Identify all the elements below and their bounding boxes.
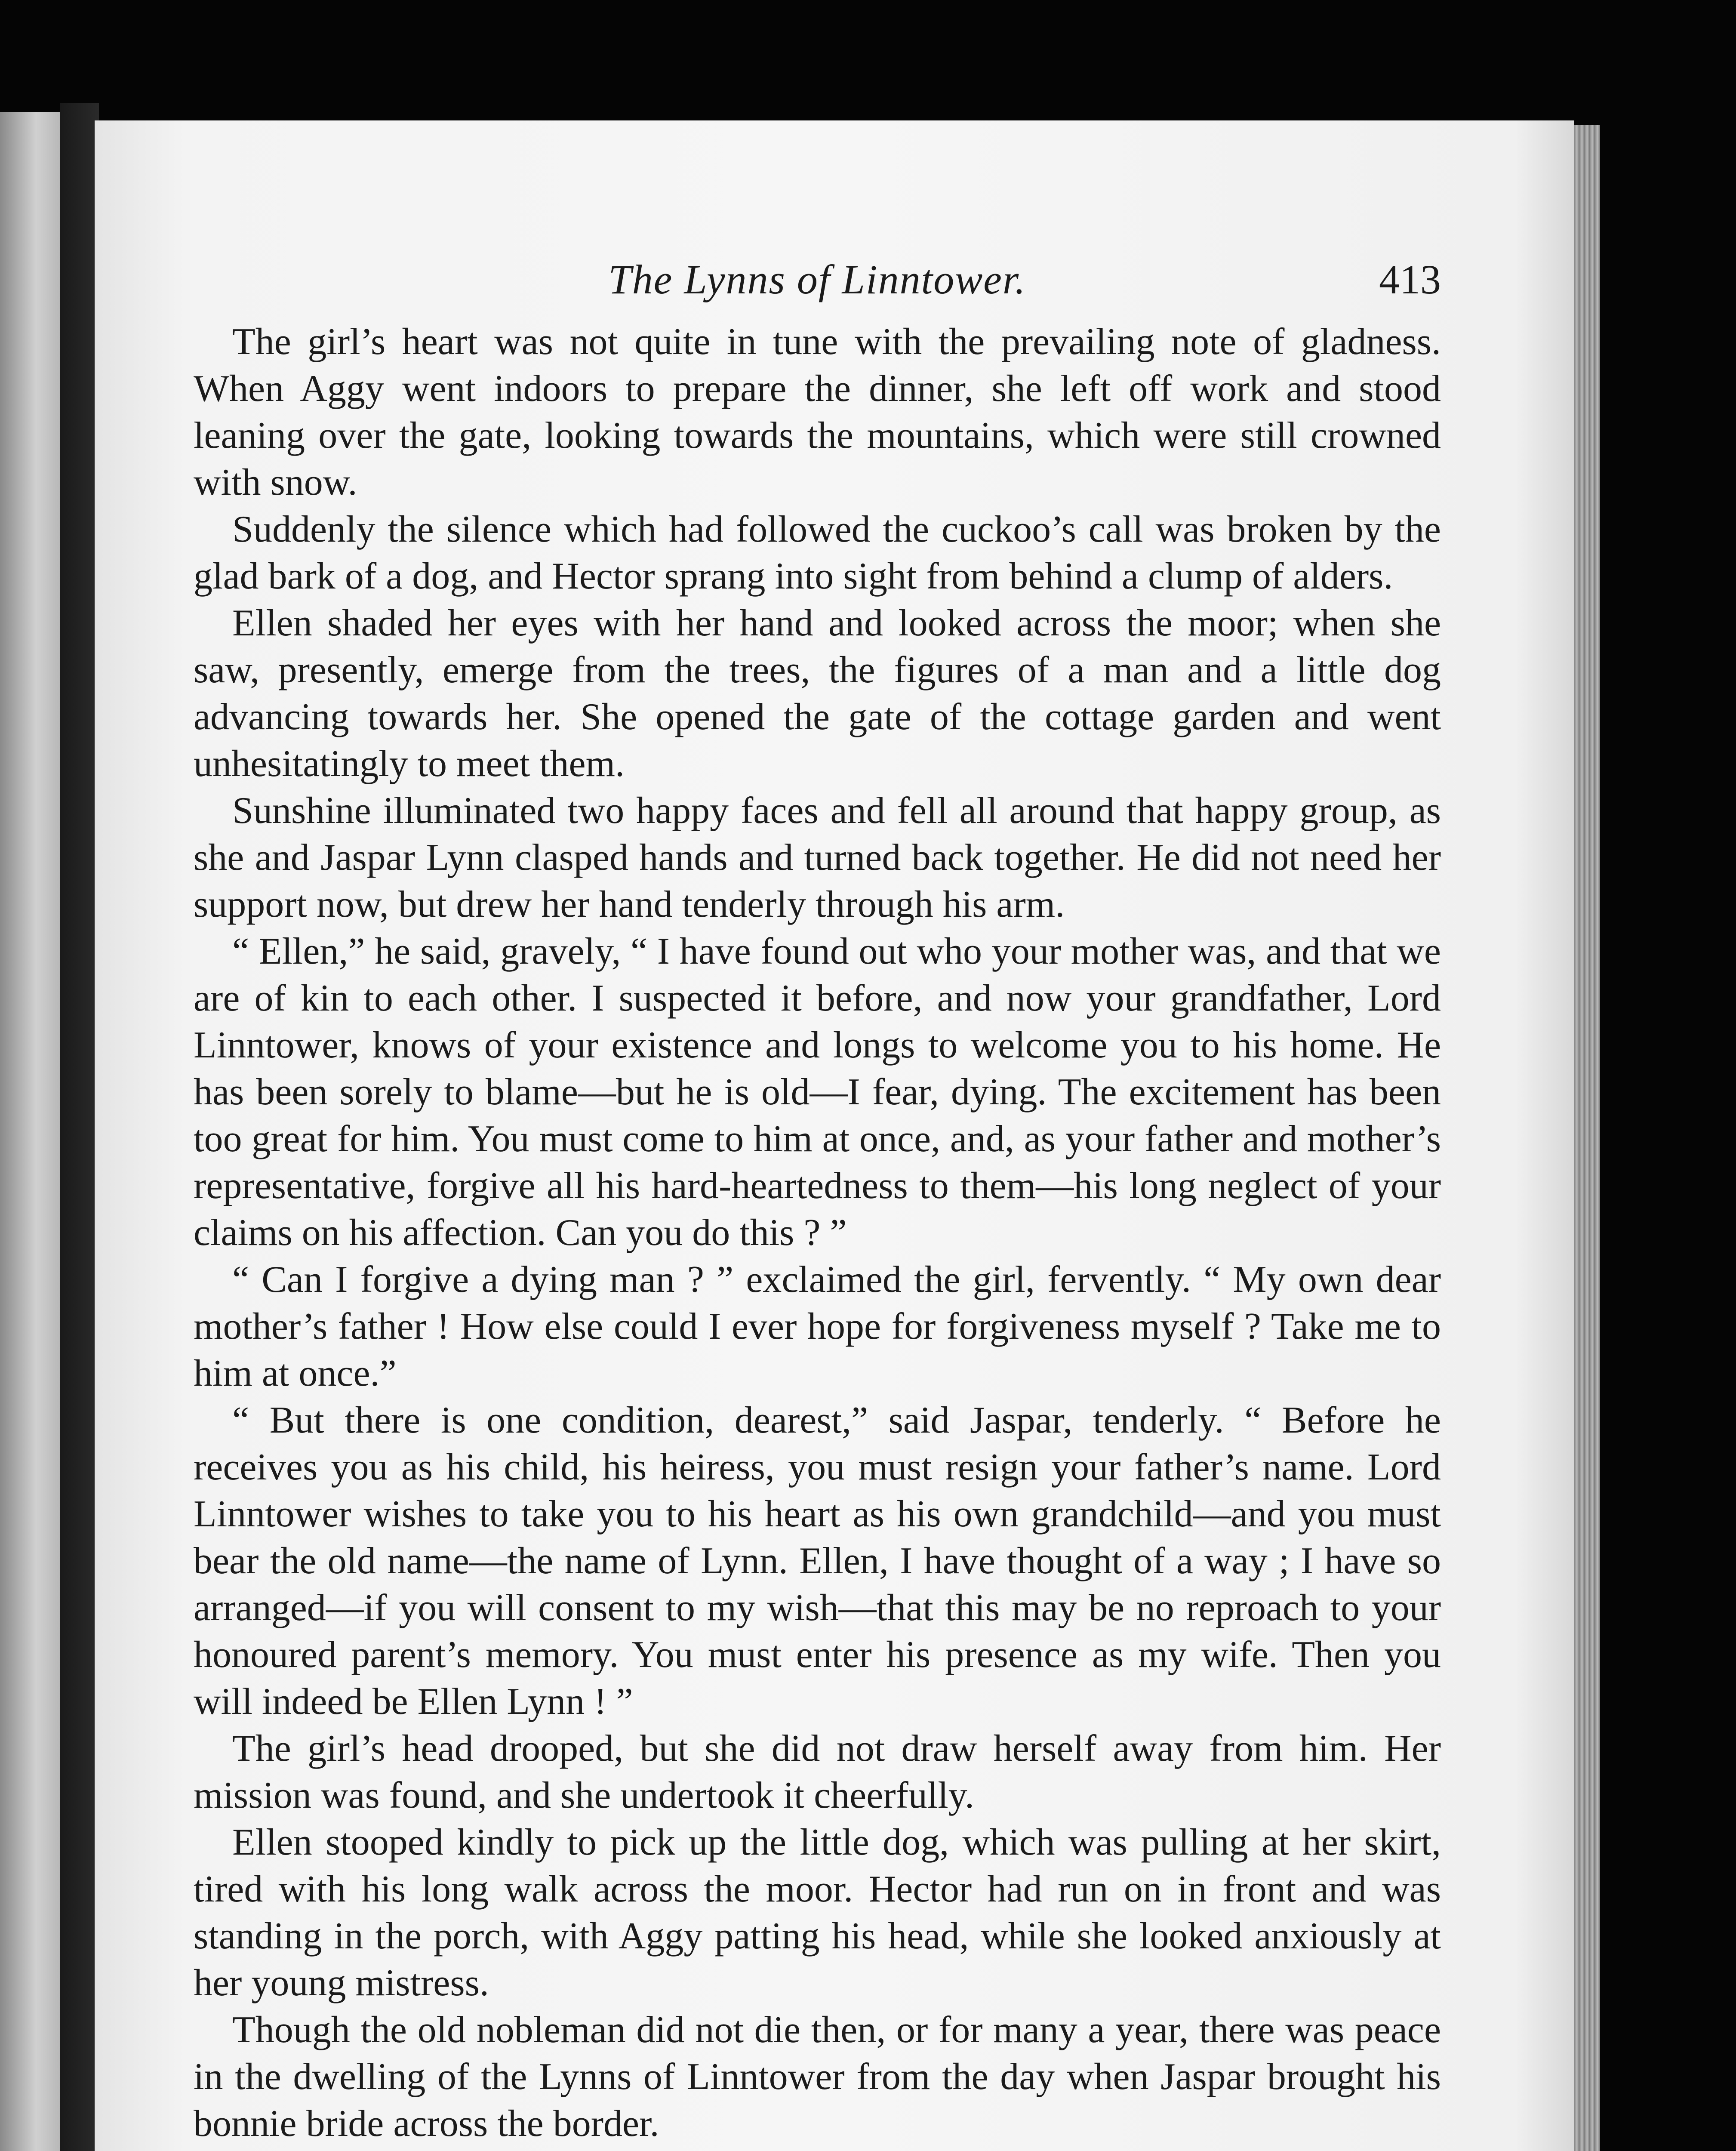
paragraph: Suddenly the silence which had followed the cuckoo’s call was broken by the glad bark of a dog, and Hector sprang into sight from behind a clump of alders. bbox=[194, 508, 1441, 597]
book-binding bbox=[60, 103, 99, 2151]
book-page bbox=[95, 120, 1574, 2151]
paragraph: Though the old nobleman did not die then, or for many a year, there was peace in the dwelling of the Lynns of Linntower from the day when Jaspar brought his bonnie bride across the border. bbox=[194, 2009, 1441, 2145]
paragraph: The girl’s head drooped, but she did not draw herself away from him. Her mission was found, and she undertook it cheerfully. bbox=[194, 1728, 1441, 1816]
running-title: The Lynns of Linntower. bbox=[608, 256, 1026, 302]
text-block bbox=[194, 241, 1441, 2147]
page-edges-right bbox=[1574, 125, 1600, 2151]
paragraph: “ But there is one condition, dearest,” said Jaspar, tenderly. “ Before he receives you as his child, his heiress, you must resign your father’s name. Lord Linntower wishes to take you to his heart as his own grandchild—and you must bear the old name—the name of Lynn. Ellen, I have thought of a way ; I have so arranged—if you will consent to my wish—that this may be no reproach to your honoured parent’s memory. You must enter his presence as my wife. Then you will indeed be Ellen Lynn ! ” bbox=[194, 1399, 1441, 1723]
paragraph: Ellen shaded her eyes with her hand and looked across the moor; when she saw, presently, emerge from the trees, the figures of a man and a little dog advancing towards her. She opened the gate of the cottage garden and went unhesitatingly to meet them. bbox=[194, 602, 1441, 785]
paragraph: The girl’s heart was not quite in tune with the prevailing note of gladness. When Aggy went indoors to prepare the dinner, she left off work and stood leaning over the gate, looking towards the mountains, which were still crowned with snow. bbox=[194, 321, 1441, 503]
paragraph: Ellen stooped kindly to pick up the little dog, which was pulling at her skirt, tired with his long walk across the moor. Hector had run on in front and was standing in the porch, with Aggy patting his head, while she looked anxiously at her young mistress. bbox=[194, 1821, 1441, 2004]
paragraph: “ Ellen,” he said, gravely, “ I have found out who your mother was, and that we are of kin to each other. I suspected it before, and now your grandfather, Lord Linntower, knows of your existence and longs to welcome you to his home. He has been sorely to blame—but he is old—I fear, dying. The excitement has been too great for him. You must come to him at once, and, as your father and mother’s representative, forgive all his hard-heartedness to them—his long neglect of your claims on his affection. Can you do this ? ” bbox=[194, 931, 1441, 1254]
running-head bbox=[194, 241, 1441, 318]
paragraph: “ Can I forgive a dying man ? ” exclaimed the girl, fervently. “ My own dear mother’s father ! How else could I ever hope for forgiveness myself ? Take me to him at once.” bbox=[194, 1259, 1441, 1394]
paragraph: Sunshine illuminated two happy faces and fell all around that happy group, as she and Jaspar Lynn clasped hands and turned back together. He did not need her support now, but drew her hand tenderly through his arm. bbox=[194, 790, 1441, 925]
previous-page-edge bbox=[0, 112, 60, 2151]
page-number: 413 bbox=[1379, 256, 1441, 302]
